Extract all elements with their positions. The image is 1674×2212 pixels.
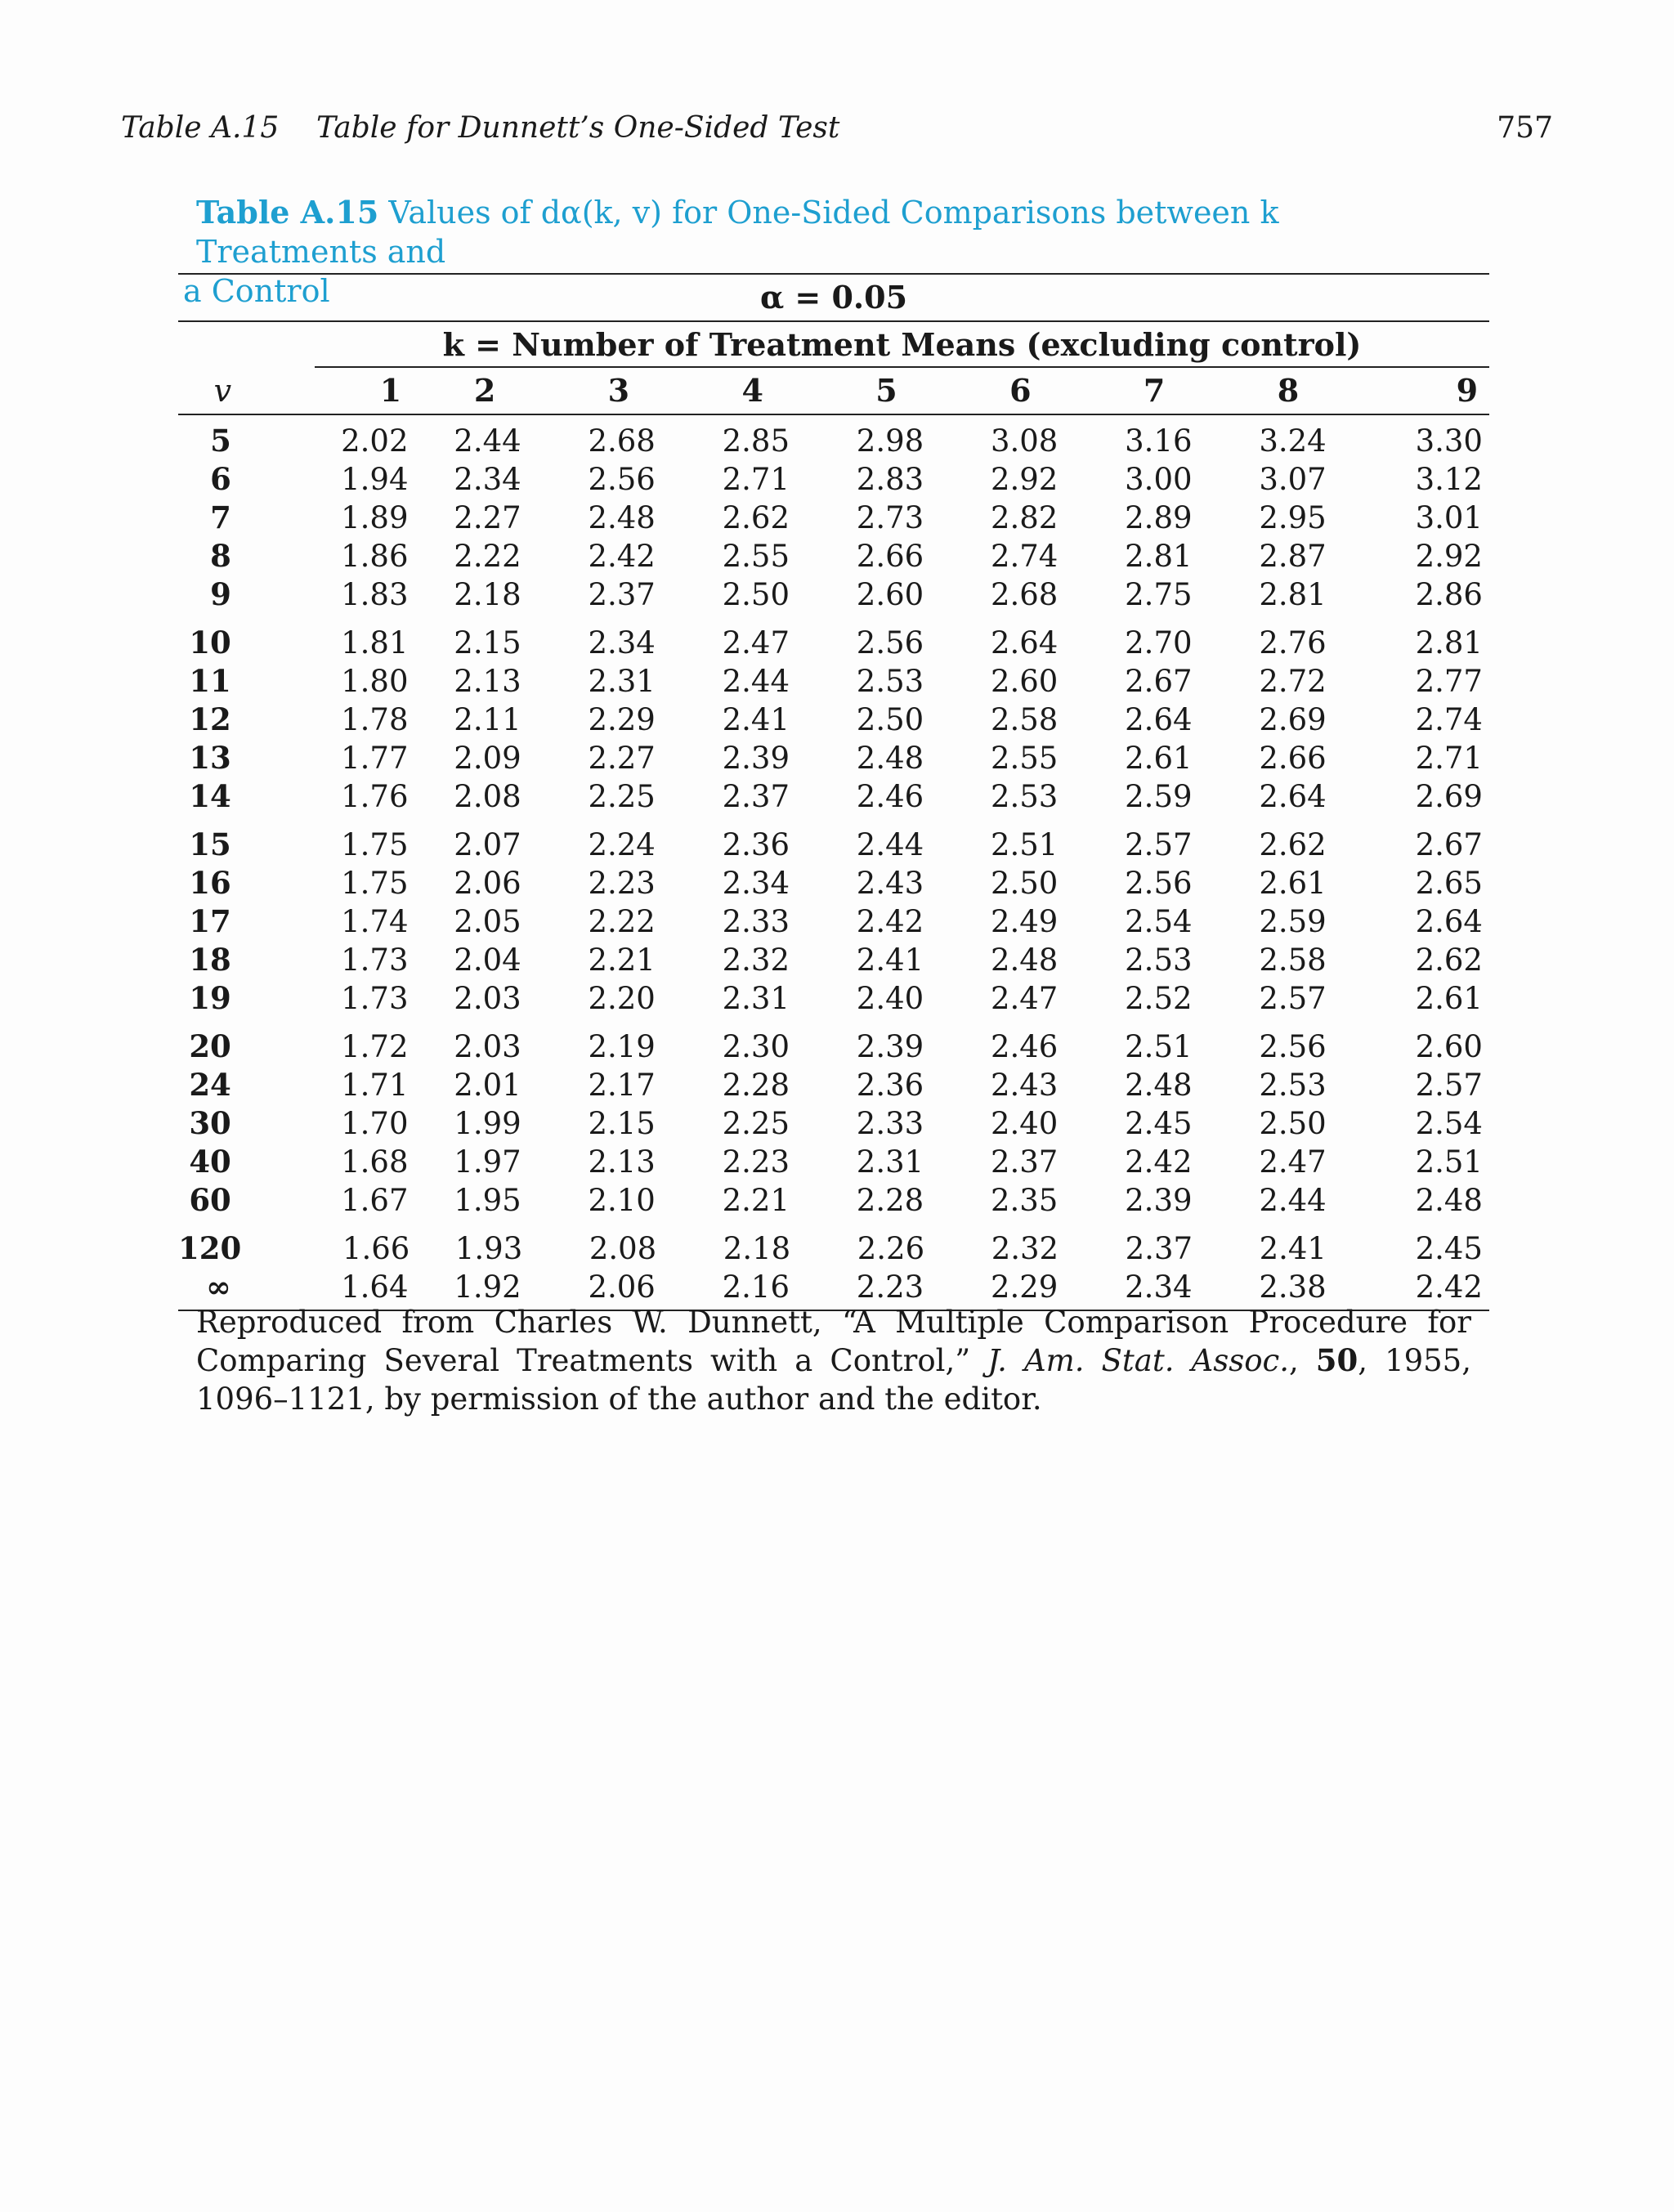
row-v-value: 10 [189,625,231,660]
column-header-k: 2 [473,372,496,409]
table-row [178,1028,1489,1066]
table-row [178,624,1489,662]
row-v-value: 18 [189,942,231,978]
table-cell: 2.05 [454,904,521,939]
table-cell: 2.34 [722,866,790,901]
table-cell: 2.20 [588,981,656,1016]
table-cell: 2.66 [856,539,924,574]
table-cell: 2.31 [722,981,790,1016]
row-v-value: 40 [189,1144,231,1180]
table-cell: 1.80 [341,664,409,699]
table-cell: 2.09 [454,741,521,776]
table-cell: 2.30 [722,1029,790,1064]
table-cell: 2.53 [1259,1068,1327,1103]
table-cell: 2.24 [588,827,656,862]
table-cell: 2.68 [588,423,656,459]
table-cell: 3.07 [1259,462,1327,497]
source-footnote [196,1303,1471,1418]
table-cell: 2.40 [990,1106,1059,1141]
table-cell: 2.59 [1125,779,1193,814]
table-cell: 2.56 [856,625,924,660]
table-cell: 2.39 [1125,1183,1193,1218]
table-row [178,701,1489,739]
table-cell: 2.28 [856,1183,924,1218]
table-cell: 2.89 [1125,500,1193,535]
table-cell: 2.15 [454,625,521,660]
column-header-k: 8 [1277,372,1300,409]
table-cell: 2.60 [856,577,924,612]
table-cell: 2.48 [990,943,1059,978]
table-cell: 2.51 [990,827,1059,862]
table-cell: 2.42 [1415,1269,1483,1305]
table-cell: 2.23 [588,866,656,901]
table-cell: 2.10 [588,1183,656,1218]
table-cell: 2.03 [454,981,521,1016]
row-v-value: 24 [189,1067,231,1103]
table-cell: 2.04 [454,943,521,978]
table-cell: 2.66 [1259,741,1327,776]
table-cell: 2.08 [454,779,521,814]
table-row [178,499,1489,537]
table-cell: 2.11 [454,702,521,737]
table-cell: 2.82 [990,500,1059,535]
footnote-part1: Reproduced from Charles W. Dunnett, “A Multiple Comparison Procedure for Comparing Several Treatments with a Control,” [196,1305,1471,1378]
table-cell: 2.37 [990,1144,1059,1180]
table-cell: 2.48 [856,741,924,776]
table-cell: 2.55 [722,539,790,574]
table-cell: 1.94 [341,462,409,497]
table-cell: 2.51 [1415,1144,1483,1180]
table-cell: 1.83 [341,577,409,612]
table-row [178,1229,1489,1268]
table-row [178,1268,1489,1306]
group-spacer [178,1018,1489,1028]
table-cell: 1.67 [341,1183,409,1218]
table-row [178,777,1489,816]
table-cell: 2.15 [588,1106,656,1141]
table-cell: 2.81 [1415,625,1483,660]
table-cell: 3.00 [1125,462,1193,497]
table-cell: 1.93 [454,1231,523,1266]
table-cell: 2.74 [1415,702,1483,737]
row-v-value: 6 [210,461,231,497]
table-cell: 2.71 [722,462,790,497]
table-cell: 1.97 [454,1144,521,1180]
row-v-value: 5 [210,423,231,459]
column-header-k: 7 [1143,372,1166,409]
table-cell: 2.48 [1415,1183,1483,1218]
table-cell: 2.61 [1125,741,1193,776]
table-cell: 1.68 [341,1144,409,1180]
table-cell: 2.18 [723,1231,791,1266]
table-row [178,979,1489,1018]
table-cell: 2.44 [454,423,521,459]
table-cell: 2.57 [1415,1068,1483,1103]
table-cell: 2.76 [1259,625,1327,660]
table-cell: 2.44 [722,664,790,699]
table-cell: 2.31 [856,1144,924,1180]
table-cell: 2.23 [722,1144,790,1180]
table-cell: 2.21 [588,943,656,978]
table-cell: 2.77 [1415,664,1483,699]
table-cell: 2.21 [722,1183,790,1218]
table-cell: 2.34 [588,625,656,660]
table-cell: 2.13 [454,664,521,699]
table-row [178,422,1489,460]
table-cell: 2.53 [856,664,924,699]
table-cell: 2.19 [588,1029,656,1064]
table-body [178,415,1489,1310]
table-cell: 2.37 [588,577,656,612]
table-row [178,662,1489,701]
table-cell: 1.76 [341,779,409,814]
row-v-value: 20 [189,1028,231,1064]
table-cell: 2.37 [1125,1231,1193,1266]
table-cell: 2.35 [990,1183,1059,1218]
table-cell: 2.48 [1125,1068,1193,1103]
table-cell: 2.92 [990,462,1059,497]
table-cell: 2.47 [1259,1144,1327,1180]
table-cell: 3.12 [1415,462,1483,497]
table-cell: 2.54 [1415,1106,1483,1141]
table-cell: 2.86 [1415,577,1483,612]
k-header-row [178,322,1489,368]
table-cell: 2.31 [588,664,656,699]
table-cell: 2.68 [990,577,1059,612]
table-cell: 2.22 [454,539,521,574]
table-cell: 1.74 [341,904,409,939]
table-cell: 2.98 [856,423,924,459]
table-cell: 2.29 [990,1269,1059,1305]
table-cell: 2.53 [1125,943,1193,978]
column-header-k: 3 [607,372,630,409]
table-cell: 2.57 [1125,827,1193,862]
table-cell: 2.60 [990,664,1059,699]
table-cell: 2.41 [856,943,924,978]
table-cell: 2.55 [990,741,1059,776]
group-spacer [178,614,1489,624]
table-cell: 2.74 [990,539,1059,574]
running-head-table-label: Table A.15 [121,111,280,145]
table-cell: 1.95 [454,1183,521,1218]
table-cell: 2.56 [588,462,656,497]
table-cell: 2.67 [1415,827,1483,862]
table-cell: 2.06 [588,1269,656,1305]
table-cell: 2.03 [454,1029,521,1064]
dunnett-table [178,273,1489,1311]
table-cell: 2.29 [588,702,656,737]
table-row [178,1181,1489,1220]
table-row [178,739,1489,777]
table-cell: 2.48 [588,500,656,535]
row-v-value: ∞ [205,1269,231,1305]
table-cell: 2.64 [1125,702,1193,737]
column-header-k: 1 [379,372,402,409]
table-cell: 2.54 [1125,904,1193,939]
table-cell: 2.87 [1259,539,1327,574]
table-cell: 2.17 [588,1068,656,1103]
table-cell: 2.61 [1259,866,1327,901]
table-cell: 2.32 [722,943,790,978]
table-cell: 2.16 [722,1269,790,1305]
table-cell: 2.34 [454,462,521,497]
table-cell: 2.47 [990,981,1059,1016]
table-cell: 2.39 [722,741,790,776]
running-head-title [121,111,839,145]
table-cell: 2.83 [856,462,924,497]
caption-text-line1: Values of dα(k, v) for One-Sided Comparisons between k Treatments and [196,195,1279,270]
table-cell: 2.50 [722,577,790,612]
table-cell: 3.01 [1415,500,1483,535]
footnote-volume: 50 [1315,1342,1358,1378]
table-cell: 2.41 [722,702,790,737]
row-v-value: 13 [189,740,231,776]
table-cell: 2.36 [856,1068,924,1103]
table-cell: 2.81 [1259,577,1327,612]
table-row [178,575,1489,614]
table-cell: 2.42 [856,904,924,939]
table-cell: 2.44 [856,827,924,862]
table-cell: 2.41 [1259,1231,1327,1266]
table-cell: 2.25 [722,1106,790,1141]
row-v-value: 16 [189,865,231,901]
table-cell: 2.47 [722,625,790,660]
column-header-k: 6 [1009,372,1032,409]
k-header-rule [315,366,1489,368]
page-number: 757 [1497,111,1553,145]
table-cell: 1.70 [341,1106,409,1141]
table-cell: 2.56 [1125,866,1193,901]
row-v-value: 120 [178,1230,242,1266]
table-row [178,537,1489,575]
table-cell: 2.69 [1259,702,1327,737]
table-cell: 2.06 [454,866,521,901]
row-v-value: 17 [189,903,231,939]
row-v-value: 12 [189,701,231,737]
table-cell: 2.13 [588,1144,656,1180]
table-cell: 1.66 [342,1231,410,1266]
table-cell: 2.43 [856,866,924,901]
running-head-table-title: Table for Dunnett’s One-Sided Test [316,111,840,145]
table-row [178,864,1489,902]
table-cell: 2.59 [1259,904,1327,939]
table-cell: 2.58 [990,702,1059,737]
table-cell: 2.25 [588,779,656,814]
table-cell: 2.32 [991,1231,1059,1266]
table-cell: 2.33 [722,904,790,939]
table-cell: 2.42 [1125,1144,1193,1180]
row-v-value: 9 [210,576,231,612]
column-header-row [178,368,1489,414]
group-spacer [178,816,1489,826]
table-cell: 2.70 [1125,625,1193,660]
table-cell: 2.51 [1125,1029,1193,1064]
table-cell: 1.86 [341,539,409,574]
table-cell: 2.02 [341,423,409,459]
row-v-value: 19 [189,980,231,1016]
table-cell: 2.65 [1415,866,1483,901]
table-cell: 3.24 [1259,423,1327,459]
table-row [178,1143,1489,1181]
row-v-value: 15 [189,826,231,862]
table-cell: 1.64 [341,1269,409,1305]
table-cell: 2.27 [588,741,656,776]
table-cell: 2.50 [856,702,924,737]
table-cell: 2.61 [1415,981,1483,1016]
table-cell: 2.57 [1259,981,1327,1016]
table-cell: 2.43 [990,1068,1059,1103]
table-cell: 2.45 [1415,1231,1483,1266]
table-cell: 2.26 [857,1231,925,1266]
table-cell: 2.42 [588,539,656,574]
table-cell: 2.22 [588,904,656,939]
table-cell: 2.71 [1415,741,1483,776]
table-row [178,1066,1489,1104]
table-cell: 2.33 [856,1106,924,1141]
table-cell: 2.95 [1259,500,1327,535]
table-cell: 1.75 [341,866,409,901]
table-row [178,1104,1489,1143]
table-cell: 1.71 [341,1068,409,1103]
table-cell: 1.72 [341,1029,409,1064]
table-cell: 2.67 [1125,664,1193,699]
table-cell: 1.77 [341,741,409,776]
table-row [178,941,1489,979]
table-cell: 2.49 [990,904,1059,939]
table-cell: 2.85 [722,423,790,459]
table-cell: 2.34 [1125,1269,1193,1305]
table-cell: 2.62 [722,500,790,535]
table-cell: 2.37 [722,779,790,814]
table-cell: 3.30 [1415,423,1483,459]
table-cell: 2.75 [1125,577,1193,612]
table-cell: 1.78 [341,702,409,737]
table-cell: 2.01 [454,1068,521,1103]
table-cell: 2.52 [1125,981,1193,1016]
table-cell: 2.46 [990,1029,1059,1064]
caption-label: Table A.15 [196,194,379,231]
table-cell: 2.69 [1415,779,1483,814]
table-cell: 2.92 [1415,539,1483,574]
row-v-value: 60 [189,1182,231,1218]
table-cell: 3.08 [990,423,1059,459]
footnote-journal: J. Am. Stat. Assoc. [987,1343,1289,1378]
table-cell: 2.58 [1259,943,1327,978]
table-cell: 2.27 [454,500,521,535]
table-cell: 1.73 [341,981,409,1016]
table-cell: 2.07 [454,827,521,862]
table-cell: 1.89 [341,500,409,535]
column-header-k: 9 [1456,372,1479,409]
table-cell: 3.16 [1125,423,1193,459]
table-cell: 2.64 [1415,904,1483,939]
table-cell: 2.40 [856,981,924,1016]
row-v-value: 30 [189,1105,231,1141]
caption-text-line2: a Control [183,273,330,309]
table-cell: 2.72 [1259,664,1327,699]
table-cell: 1.73 [341,943,409,978]
table-cell: 2.62 [1415,943,1483,978]
table-cell: 1.75 [341,827,409,862]
table-cell: 2.45 [1125,1106,1193,1141]
table-row [178,902,1489,941]
table-row [178,460,1489,499]
running-head [121,111,1553,150]
table-cell: 2.53 [990,779,1059,814]
table-cell: 2.56 [1259,1029,1327,1064]
group-spacer [178,1220,1489,1229]
table-cell: 2.46 [856,779,924,814]
table-row [178,826,1489,864]
table-cell: 1.81 [341,625,409,660]
table-cell: 2.44 [1259,1183,1327,1218]
row-v-value: 11 [189,663,231,699]
table-cell: 1.99 [454,1106,521,1141]
table-cell: 2.23 [856,1269,924,1305]
footnote-sep: , [1288,1343,1316,1378]
table-cell: 2.50 [1259,1106,1327,1141]
table-cell: 2.38 [1259,1269,1327,1305]
column-header-k: 4 [741,372,763,409]
table-cell: 2.64 [990,625,1059,660]
table-cell: 2.73 [856,500,924,535]
table-cell: 2.50 [990,866,1059,901]
table-cell: 2.18 [454,577,521,612]
k-header: k = Number of Treatment Means (excluding control) [442,326,1362,363]
table-cell: 2.08 [589,1231,657,1266]
table-cell: 2.60 [1415,1029,1483,1064]
footnote-part2: , 1955, 1096–1121, by permission of the author and the editor. [196,1343,1471,1417]
row-v-value: 14 [189,778,231,814]
table-cell: 2.36 [722,827,790,862]
alpha-header: α = 0.05 [759,279,908,316]
column-header-k: 5 [875,372,897,409]
table-cell: 1.92 [454,1269,521,1305]
row-v-value: 7 [210,499,231,535]
table-cell: 2.62 [1259,827,1327,862]
table-cell: 2.81 [1125,539,1193,574]
table-cell: 2.39 [856,1029,924,1064]
v-column-header: v [213,373,232,409]
table-cell: 2.64 [1259,779,1327,814]
table-cell: 2.28 [722,1068,790,1103]
row-v-value: 8 [210,538,231,574]
